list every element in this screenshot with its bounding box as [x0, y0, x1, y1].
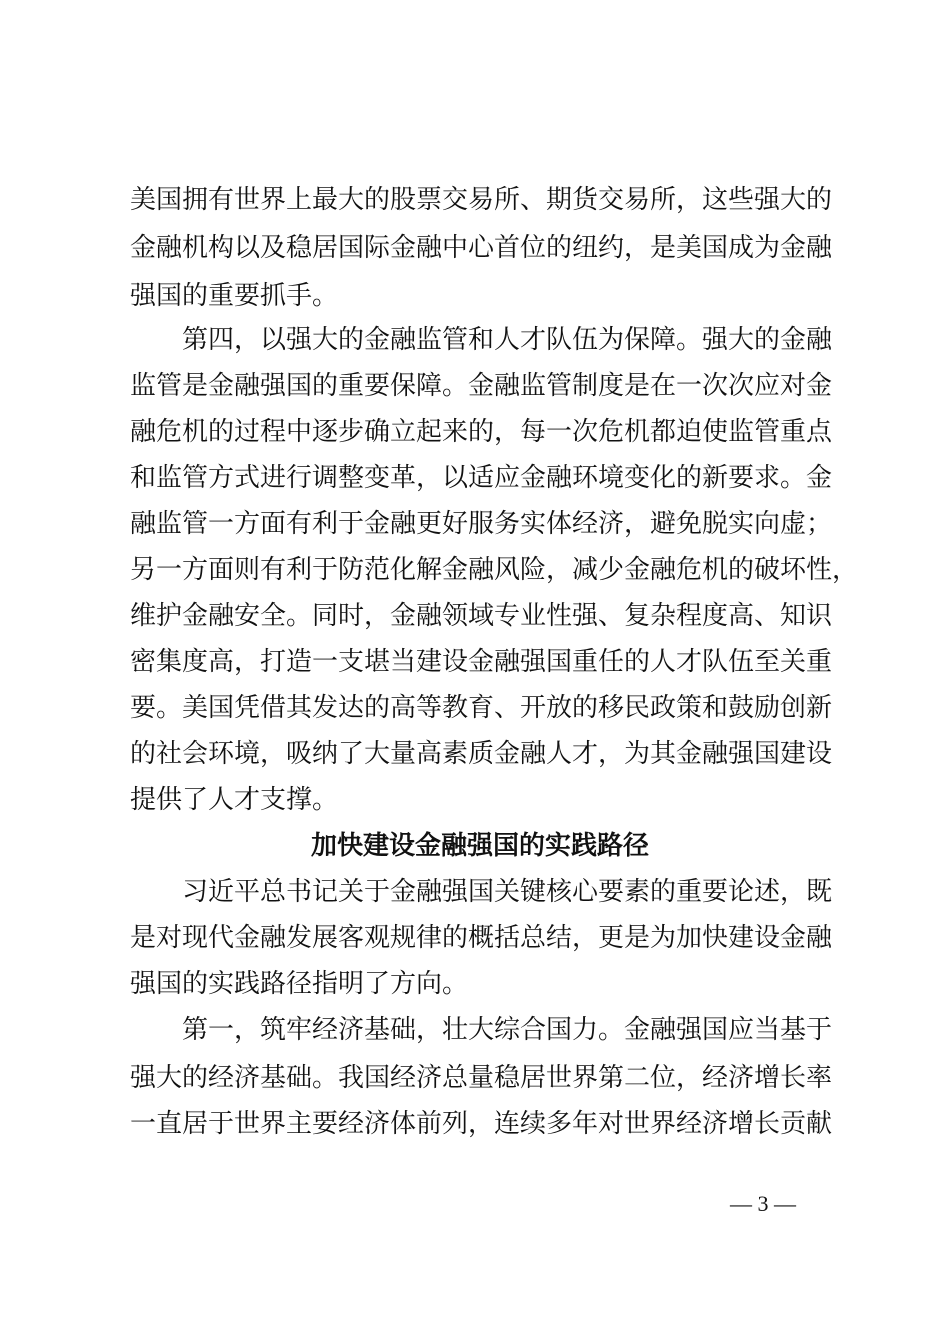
body-line: 的社会环境，吸纳了大量高素质金融人才，为其金融强国建设 [130, 739, 833, 769]
body-line: 强国的重要抓手。 [130, 281, 339, 311]
section-line: 一直居于世界主要经济体前列，连续多年对世界经济增长贡献 [130, 1109, 833, 1139]
body-line: 第四，以强大的金融监管和人才队伍为保障。强大的金融 [182, 325, 833, 355]
body-line: 提供了人才支撑。 [130, 785, 339, 815]
section-line: 强大的经济基础。我国经济总量稳居世界第二位，经济增长率 [130, 1063, 833, 1093]
body-line: 和监管方式进行调整变革，以适应金融环境变化的新要求。金 [130, 463, 833, 493]
body-line: 密集度高，打造一支堪当建设金融强国重任的人才队伍至关重 [130, 647, 833, 677]
body-line: 金融机构以及稳居国际金融中心首位的纽约，是美国成为金融 [130, 233, 833, 263]
body-line: 融危机的过程中逐步确立起来的，每一次危机都迫使监管重点 [130, 417, 833, 447]
section-line: 第一，筑牢经济基础，壮大综合国力。金融强国应当基于 [182, 1015, 833, 1045]
section-line: 是对现代金融发展客观规律的概括总结，更是为加快建设金融 [130, 923, 833, 953]
section-line: 强国的实践路径指明了方向。 [130, 969, 469, 999]
body-line: 另一方面则有利于防范化解金融风险，减少金融危机的破坏性， [130, 555, 859, 585]
section-line: 习近平总书记关于金融强国关键核心要素的重要论述，既 [182, 877, 833, 907]
body-line: 融监管一方面有利于金融更好服务实体经济，避免脱实向虚； [130, 509, 833, 539]
body-line: 监管是金融强国的重要保障。金融监管制度是在一次次应对金 [130, 371, 833, 401]
body-line: 维护金融安全。同时，金融领域专业性强、复杂程度高、知识 [130, 601, 833, 631]
section-heading: 加快建设金融强国的实践路径 [310, 831, 649, 861]
body-line: 要。美国凭借其发达的高等教育、开放的移民政策和鼓励创新 [130, 693, 833, 723]
page-number: — 3 — [730, 1191, 796, 1216]
body-line: 美国拥有世界上最大的股票交易所、期货交易所，这些强大的 [130, 185, 833, 215]
